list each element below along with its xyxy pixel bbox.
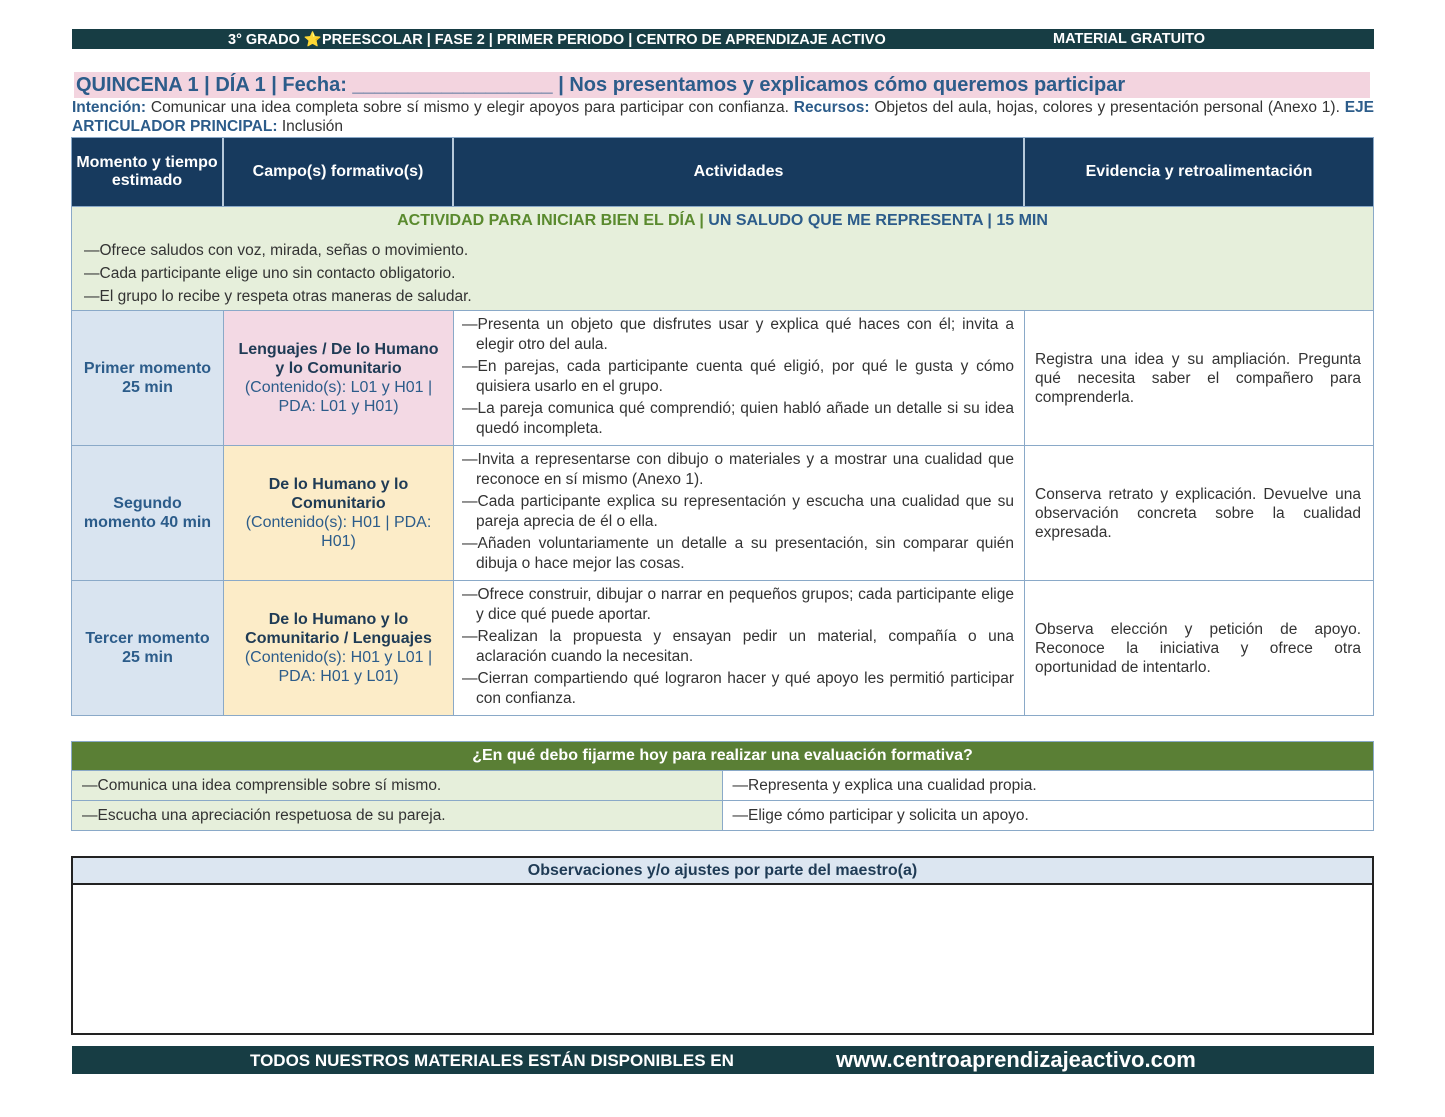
- evaluation-item: —Escucha una apreciación respetuosa de su pareja.: [72, 801, 723, 830]
- planning-table: [71, 137, 1374, 716]
- header-banner: [72, 29, 1374, 49]
- start-activity-line: —El grupo lo recibe y respeta otras maneras de saludar.: [84, 288, 472, 305]
- evaluation-header: ¿En qué debo fijarme hoy para realizar una evaluación formativa?: [72, 742, 1373, 770]
- campo-content: (Contenido(s): L01 y H01 | PDA: L01 y H01): [244, 379, 433, 415]
- header-moment: Momento y tiempo estimado: [72, 138, 224, 206]
- activities-cell: [454, 311, 1025, 445]
- start-activity: [72, 206, 1373, 310]
- resources-label: Recursos:: [793, 99, 870, 116]
- evaluation-row: [72, 770, 1373, 800]
- evaluation-item: —Comunica una idea comprensible sobre sí mismo.: [72, 771, 723, 800]
- activity-item: —Cierran compartiendo qué lograron hacer y qué apoyo les permitió participar con confianza.: [462, 670, 1014, 707]
- table-row: [72, 310, 1373, 445]
- start-activity-line: —Cada participante elige uno sin contacto obligatorio.: [84, 265, 456, 282]
- moment-cell: Primer momento 25 min: [72, 311, 224, 445]
- header-activities: Actividades: [454, 138, 1025, 206]
- observations-header: Observaciones y/o ajustes por parte del maestro(a): [73, 858, 1372, 885]
- table-row: [72, 580, 1373, 715]
- campo-name: De lo Humano y lo Comunitario / Lenguajes: [245, 611, 432, 647]
- resources-text: Objetos del aula, hojas, colores y presentación personal (Anexo 1).: [869, 99, 1345, 116]
- evidence-cell: Registra una idea y su ampliación. Pregunta qué necesita saber el compañero para comprenderla.: [1035, 350, 1361, 406]
- activity-item: —En parejas, cada participante cuenta qué eligió, por qué le gusta y cómo quisiera usarlo en el grupo.: [462, 358, 1014, 395]
- table-row: [72, 445, 1373, 580]
- header-campo: Campo(s) formativo(s): [224, 138, 454, 206]
- table-header: [72, 138, 1373, 206]
- page-title: QUINCENA 1 | DÍA 1 | Fecha: __________________ | Nos presentamos y explicamos cómo queremos participar: [74, 72, 1370, 98]
- evidence-cell: Observa elección y petición de apoyo. Reconoce la iniciativa y ofrece otra oportunidad de intentarlo.: [1035, 620, 1361, 676]
- axis-label: EJE ARTICULADOR PRINCIPAL:: [72, 99, 1374, 135]
- star-icon: ⭐: [303, 31, 322, 48]
- start-activity-title: ACTIVIDAD PARA INICIAR BIEN EL DÍA | UN SALUDO QUE ME REPRESENTA | 15 MIN: [397, 212, 1048, 229]
- footer-text: TODOS NUESTROS MATERIALES ESTÁN DISPONIBLES EN: [250, 1051, 734, 1070]
- campo-content: (Contenido(s): H01 | PDA: H01): [245, 514, 432, 550]
- evaluation-item: —Elige cómo participar y solicita un apoyo.: [732, 806, 1029, 824]
- axis-text: Inclusión: [277, 118, 343, 135]
- header-evidence: Evidencia y retroalimentación: [1085, 163, 1313, 180]
- activities-cell: [454, 446, 1025, 580]
- campo-cell: [224, 311, 454, 445]
- evaluation-row: [72, 800, 1373, 830]
- observations-box: [71, 856, 1374, 1035]
- campo-content: (Contenido(s): H01 y L01 | PDA: H01 y L01): [244, 649, 433, 685]
- intention-label: Intención:: [72, 99, 147, 116]
- campo-name: De lo Humano y lo Comunitario: [268, 476, 409, 512]
- activity-item: —Añaden voluntariamente un detalle a su presentación, sin comparar quién dibuja o hace mejor las cosas.: [462, 535, 1014, 572]
- evaluation-table: [71, 741, 1374, 831]
- activity-item: —Cada participante explica su representación y escucha una cualidad que su pareja aprecia de él o ella.: [462, 493, 1014, 530]
- activities-cell: [454, 581, 1025, 715]
- evidence-cell: Conserva retrato y explicación. Devuelve una observación concreta sobre la cualidad expresada.: [1035, 485, 1361, 541]
- activity-item: —Presenta un objeto que disfrutes usar y explica qué haces con él; invita a elegir otro del aula.: [462, 316, 1014, 353]
- header-free-material: MATERIAL GRATUITO: [1053, 31, 1205, 47]
- intention-text: Comunicar una idea completa sobre sí mismo y elegir apoyos para participar con confianza.: [146, 99, 794, 116]
- activity-item: —La pareja comunica qué comprendió; quien habló añade un detalle si su idea quedó incompleta.: [462, 400, 1014, 437]
- campo-cell: [224, 581, 454, 715]
- evaluation-item: —Representa y explica una cualidad propia.: [732, 776, 1037, 794]
- activity-item: —Invita a representarse con dibujo o materiales y a mostrar una cualidad que reconoce en sí mismo (Anexo 1).: [462, 451, 1014, 488]
- moment-cell: Segundo momento 40 min: [72, 446, 224, 580]
- header-grade-info: 3° GRADO ⭐PREESCOLAR | FASE 2 | PRIMER PERIODO | CENTRO DE APRENDIZAJE ACTIVO: [228, 31, 886, 48]
- intention-paragraph: [72, 98, 1374, 136]
- footer-url-link[interactable]: www.centroaprendizajeactivo.com: [836, 1047, 1196, 1072]
- activity-item: —Realizan la propuesta y ensayan pedir un material, compañía o una aclaración cuando la necesitan.: [462, 628, 1014, 665]
- moment-cell: Tercer momento 25 min: [72, 581, 224, 715]
- footer-banner: [72, 1046, 1374, 1074]
- activity-item: —Ofrece construir, dibujar o narrar en pequeños grupos; cada participante elige y dice qué puede aportar.: [462, 586, 1014, 623]
- start-activity-line: —Ofrece saludos con voz, mirada, señas o movimiento.: [84, 242, 469, 259]
- campo-cell: [224, 446, 454, 580]
- campo-name: Lenguajes / De lo Humano y lo Comunitario: [238, 341, 439, 377]
